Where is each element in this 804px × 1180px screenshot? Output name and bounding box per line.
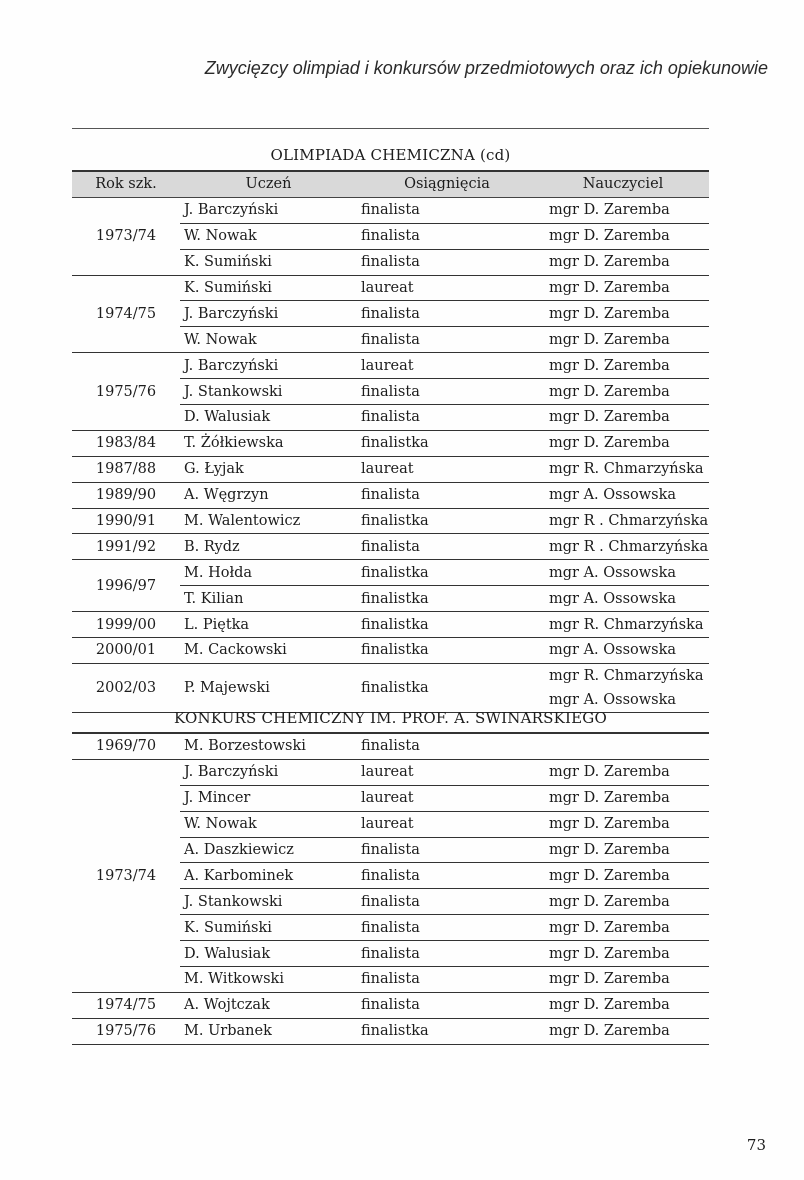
school-year-cell: 1989/90 <box>72 482 180 508</box>
result-cell: finalista <box>357 915 537 941</box>
school-year-cell: 1996/97 <box>72 560 180 612</box>
student-cell: L. Piętka <box>180 612 357 638</box>
table-row <box>72 992 709 1018</box>
student-cell: G. Łyjak <box>180 456 357 482</box>
result-cell: finalistka <box>357 663 537 712</box>
col-header-year: Rok szk. <box>72 171 180 197</box>
result-cell: finalista <box>357 327 537 353</box>
teacher-cell <box>537 733 709 759</box>
student-cell: P. Majewski <box>180 663 357 712</box>
student-cell: M. Witkowski <box>180 967 357 993</box>
result-cell: finalista <box>357 837 537 863</box>
teacher-cell: mgr A. Ossowska <box>537 586 709 612</box>
result-cell: finalista <box>357 379 537 405</box>
table-row <box>72 733 709 759</box>
student-cell: W. Nowak <box>180 327 357 353</box>
teacher-cell: mgr D. Zaremba <box>537 301 709 327</box>
table-row <box>72 612 709 638</box>
student-cell: D. Walusiak <box>180 941 357 967</box>
teacher-cell <box>537 663 709 712</box>
result-cell: finalista <box>357 405 537 431</box>
result-cell: finalista <box>357 967 537 993</box>
contest-table <box>72 732 709 1045</box>
table-row <box>72 482 709 508</box>
teacher-cell: mgr R . Chmarzyńska <box>537 508 709 534</box>
teacher-cell: mgr D. Zaremba <box>537 197 709 223</box>
teacher-line: mgr A. Ossowska <box>549 691 677 708</box>
school-year-cell: 1969/70 <box>72 733 180 759</box>
table2-title: KONKURS CHEMICZNY IM. PROF. A. SWINARSKIEGO <box>174 709 607 727</box>
result-cell: laureat <box>357 275 537 301</box>
school-year-cell: 1974/75 <box>72 992 180 1018</box>
table-row <box>72 759 709 785</box>
table-row <box>72 430 709 456</box>
result-cell: laureat <box>357 456 537 482</box>
table-row <box>72 663 709 712</box>
teacher-cell: mgr R . Chmarzyńska <box>537 534 709 560</box>
page-number: 73 <box>746 1136 766 1154</box>
table1-title: OLIMPIADA CHEMICZNA (cd) <box>270 146 511 164</box>
teacher-cell: mgr D. Zaremba <box>537 405 709 431</box>
school-year-cell: 1983/84 <box>72 430 180 456</box>
teacher-cell: mgr D. Zaremba <box>537 811 709 837</box>
result-cell: finalista <box>357 534 537 560</box>
student-cell: W. Nowak <box>180 811 357 837</box>
teacher-cell: mgr D. Zaremba <box>537 915 709 941</box>
teacher-cell: mgr D. Zaremba <box>537 327 709 353</box>
result-cell: laureat <box>357 353 537 379</box>
student-cell: J. Barczyński <box>180 301 357 327</box>
teacher-cell: mgr D. Zaremba <box>537 863 709 889</box>
teacher-cell: mgr R. Chmarzyńska <box>537 612 709 638</box>
student-cell: M. Borzestowski <box>180 733 357 759</box>
table-row <box>72 275 709 301</box>
teacher-cell: mgr D. Zaremba <box>537 353 709 379</box>
teacher-cell: mgr D. Zaremba <box>537 275 709 301</box>
school-year-cell: 1973/74 <box>72 759 180 992</box>
student-cell: M. Cackowski <box>180 638 357 664</box>
result-cell: finalista <box>357 301 537 327</box>
col-header-student: Uczeń <box>180 171 357 197</box>
teacher-cell: mgr D. Zaremba <box>537 379 709 405</box>
student-cell: K. Sumiński <box>180 915 357 941</box>
result-cell: finalista <box>357 889 537 915</box>
student-cell: J. Barczyński <box>180 353 357 379</box>
school-year-cell: 1999/00 <box>72 612 180 638</box>
result-cell: finalista <box>357 197 537 223</box>
top-rule <box>72 128 709 129</box>
result-cell: laureat <box>357 759 537 785</box>
student-cell: K. Sumiński <box>180 249 357 275</box>
school-year-cell: 1975/76 <box>72 1018 180 1044</box>
table-row <box>72 456 709 482</box>
result-cell: laureat <box>357 811 537 837</box>
table-row <box>72 534 709 560</box>
result-cell: finalistka <box>357 508 537 534</box>
col-header-result: Osiągnięcia <box>357 171 537 197</box>
school-year-cell: 1987/88 <box>72 456 180 482</box>
table-row <box>72 1018 709 1044</box>
student-cell: K. Sumiński <box>180 275 357 301</box>
result-cell: finalista <box>357 992 537 1018</box>
result-cell: finalistka <box>357 560 537 586</box>
result-cell: finalista <box>357 249 537 275</box>
school-year-cell: 1973/74 <box>72 197 180 275</box>
student-cell: A. Karbominek <box>180 863 357 889</box>
result-cell: finalistka <box>357 586 537 612</box>
school-year-cell: 1975/76 <box>72 353 180 431</box>
table-header-row <box>72 171 709 197</box>
school-year-cell: 2000/01 <box>72 638 180 664</box>
student-cell: A. Węgrzyn <box>180 482 357 508</box>
student-cell: M. Hołda <box>180 560 357 586</box>
teacher-cell: mgr D. Zaremba <box>537 430 709 456</box>
student-cell: J. Stankowski <box>180 889 357 915</box>
student-cell: J. Barczyński <box>180 197 357 223</box>
table-row <box>72 197 709 223</box>
student-cell: J. Mincer <box>180 785 357 811</box>
result-cell: finalista <box>357 482 537 508</box>
teacher-cell: mgr A. Ossowska <box>537 560 709 586</box>
result-cell: finalistka <box>357 612 537 638</box>
student-cell: T. Kilian <box>180 586 357 612</box>
teacher-cell: mgr D. Zaremba <box>537 889 709 915</box>
teacher-cell: mgr D. Zaremba <box>537 967 709 993</box>
student-cell: M. Walentowicz <box>180 508 357 534</box>
table-row <box>72 560 709 586</box>
teacher-cell: mgr D. Zaremba <box>537 759 709 785</box>
teacher-cell: mgr D. Zaremba <box>537 223 709 249</box>
teacher-cell: mgr D. Zaremba <box>537 941 709 967</box>
table-row <box>72 508 709 534</box>
olympiad-table <box>72 170 709 713</box>
student-cell: J. Barczyński <box>180 759 357 785</box>
teacher-cell: mgr A. Ossowska <box>537 638 709 664</box>
teacher-cell: mgr R. Chmarzyńska <box>537 456 709 482</box>
result-cell: finalista <box>357 863 537 889</box>
school-year-cell: 1990/91 <box>72 508 180 534</box>
result-cell: finalista <box>357 223 537 249</box>
table-row <box>72 353 709 379</box>
teacher-cell: mgr D. Zaremba <box>537 1018 709 1044</box>
result-cell: finalistka <box>357 1018 537 1044</box>
teacher-cell: mgr D. Zaremba <box>537 837 709 863</box>
student-cell: A. Wojtczak <box>180 992 357 1018</box>
result-cell: finalistka <box>357 430 537 456</box>
student-cell: D. Walusiak <box>180 405 357 431</box>
table-row <box>72 638 709 664</box>
teacher-line: mgr R. Chmarzyńska <box>549 667 704 684</box>
running-head: Zwycięzcy olimpiad i konkursów przedmiotowych oraz ich opiekunowie <box>204 58 768 78</box>
teacher-cell: mgr D. Zaremba <box>537 249 709 275</box>
student-cell: T. Żółkiewska <box>180 430 357 456</box>
student-cell: A. Daszkiewicz <box>180 837 357 863</box>
col-header-teacher: Nauczyciel <box>537 171 709 197</box>
teacher-cell: mgr D. Zaremba <box>537 785 709 811</box>
student-cell: W. Nowak <box>180 223 357 249</box>
result-cell: laureat <box>357 785 537 811</box>
school-year-cell: 2002/03 <box>72 663 180 712</box>
school-year-cell: 1974/75 <box>72 275 180 353</box>
student-cell: B. Rydz <box>180 534 357 560</box>
student-cell: M. Urbanek <box>180 1018 357 1044</box>
school-year-cell: 1991/92 <box>72 534 180 560</box>
student-cell: J. Stankowski <box>180 379 357 405</box>
result-cell: finalista <box>357 941 537 967</box>
result-cell: finalistka <box>357 638 537 664</box>
teacher-cell: mgr D. Zaremba <box>537 992 709 1018</box>
result-cell: finalista <box>357 733 537 759</box>
teacher-cell: mgr A. Ossowska <box>537 482 709 508</box>
